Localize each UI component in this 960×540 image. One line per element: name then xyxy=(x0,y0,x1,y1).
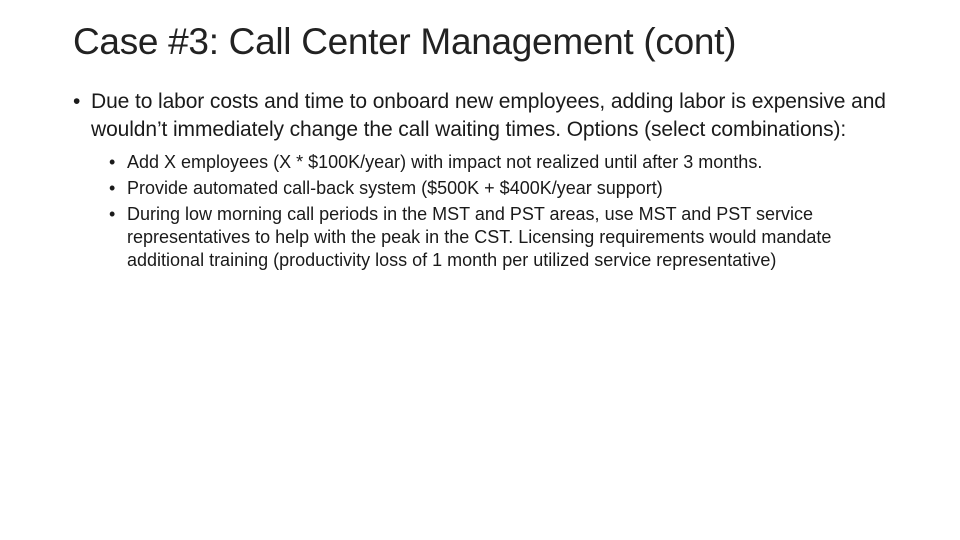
options-list xyxy=(73,151,893,272)
option-item xyxy=(109,151,893,174)
option-item xyxy=(109,203,893,272)
option-item xyxy=(109,177,893,200)
bullet-marker: • xyxy=(109,204,116,224)
bullet-marker: • xyxy=(109,178,116,198)
slide-title: Case #3: Call Center Management (cont) xyxy=(73,21,737,62)
bullet-marker: • xyxy=(73,90,81,113)
main-bullet-text: Due to labor costs and time to onboard new employees, adding labor is expensive and wouldn’t immediately change the call waiting times. Options (select combinations): xyxy=(91,90,886,141)
main-bullet xyxy=(73,88,893,144)
slide-body xyxy=(73,88,893,275)
option-text: During low morning call periods in the MST and PST areas, use MST and PST service representatives to help with the peak in the CST. Licensing requirements would mandate additional training (productivity loss of 1 month per utilized service representative) xyxy=(127,204,832,270)
option-text: Provide automated call-back system ($500K + $400K/year support) xyxy=(127,178,663,198)
option-text: Add X employees (X * $100K/year) with impact not realized until after 3 months. xyxy=(127,152,763,172)
bullet-marker: • xyxy=(109,152,116,172)
